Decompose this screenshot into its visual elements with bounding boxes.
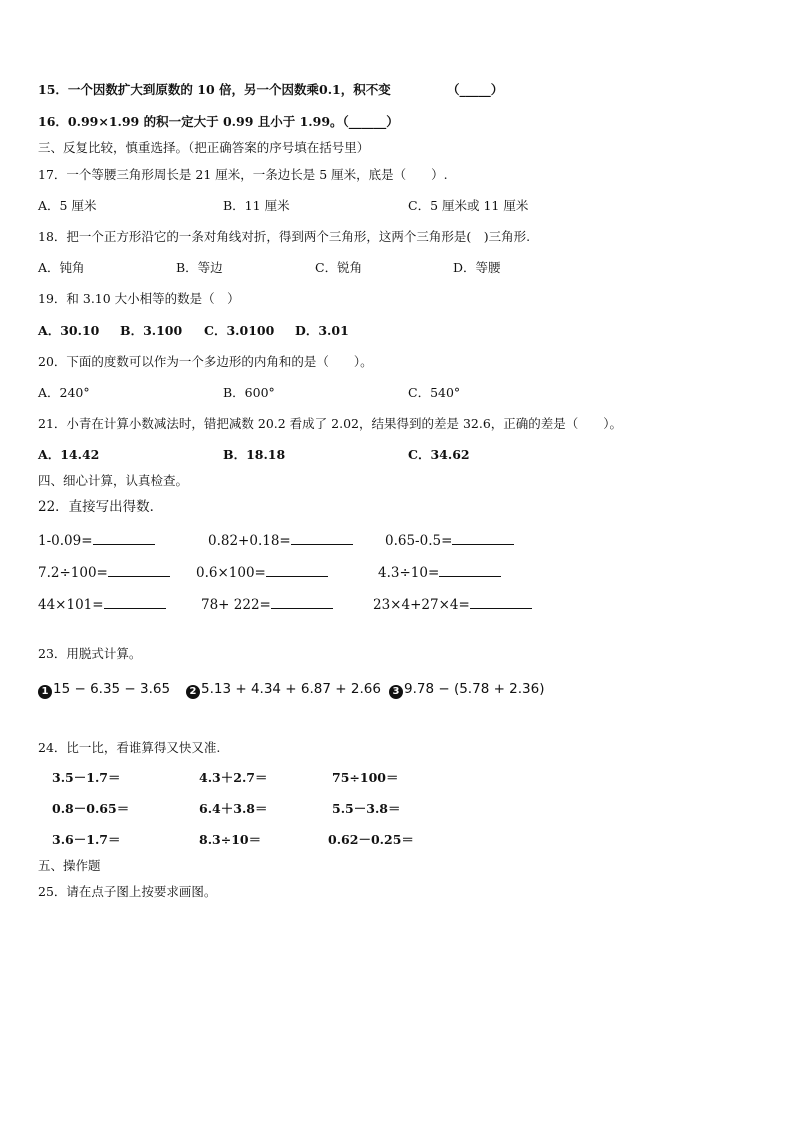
- q22-item: 0.82+0.18=: [208, 531, 353, 550]
- q22-item: 7.2÷100=: [38, 563, 170, 582]
- q17-option-c: C．5 厘米或 11 厘米: [408, 198, 529, 213]
- q21-text: 21．小青在计算小数减法时，错把减数 20.2 看成了 2.02，结果得到的差是 32.6，正确的差是（ ）。: [38, 416, 623, 431]
- q19-option-c: C．3.0100: [204, 323, 275, 338]
- q21-option-a: A．14.42: [38, 447, 100, 462]
- answer-blank[interactable]: [439, 563, 501, 577]
- q24-item: 3.6－1.7＝: [52, 832, 121, 847]
- q22-item: 4.3÷10=: [378, 563, 501, 582]
- q15-answer-paren: （_____）: [447, 82, 504, 97]
- q22-item: 78+ 222=: [201, 595, 333, 614]
- q18-option-c: C．锐角: [315, 260, 363, 275]
- q19-option-d: D．3.01: [295, 323, 349, 338]
- q20-option-b: B．600°: [223, 385, 275, 400]
- q23-item-2: 2 5.13 + 4.34 + 6.87 + 2.66: [186, 680, 381, 699]
- answer-blank[interactable]: [470, 595, 532, 609]
- q20-option-c: C．540°: [408, 385, 461, 400]
- q19-text: 19．和 3.10 大小相等的数是（ ）: [38, 291, 240, 306]
- q24-item: 0.8－0.65＝: [52, 801, 130, 816]
- q22-item: 1-0.09=: [38, 531, 155, 550]
- q20-text: 20．下面的度数可以作为一个多边形的内角和的是（ ）。: [38, 354, 373, 369]
- q18-option-d: D．等腰: [453, 260, 501, 275]
- q24-item: 4.3＋2.7＝: [199, 770, 268, 785]
- q22-item: 0.65-0.5=: [385, 531, 514, 550]
- q23-text: 23．用脱式计算。: [38, 646, 142, 661]
- q18-option-a: A．钝角: [38, 260, 85, 275]
- q24-item: 3.5－1.7＝: [52, 770, 121, 785]
- answer-blank[interactable]: [271, 595, 333, 609]
- q22-item: 0.6×100=: [196, 563, 328, 582]
- section-3-title: 三、反复比较，慎重选择。（把正确答案的序号填在括号里）: [38, 140, 370, 155]
- answer-blank[interactable]: [108, 563, 170, 577]
- q17-option-a: A．5 厘米: [38, 198, 97, 213]
- question-25: 25．请在点子图上按要求画图。: [38, 884, 217, 899]
- question-16: 16．0.99×1.99 的积一定大于 0.99 且小于 1.99。（______）: [38, 114, 399, 129]
- q24-item: 5.5－3.8＝: [332, 801, 401, 816]
- section-5-title: 五、操作题: [38, 858, 101, 873]
- circled-number: 1: [38, 685, 52, 699]
- q24-item: 8.3÷10＝: [199, 832, 262, 847]
- answer-blank[interactable]: [104, 595, 166, 609]
- section-4-title: 四、细心计算，认真检查。: [38, 473, 189, 488]
- q24-item: 0.62－0.25＝: [328, 832, 414, 847]
- q21-option-b: B．18.18: [223, 447, 286, 462]
- q17-option-b: B．11 厘米: [223, 198, 290, 213]
- q19-option-a: A．30.10: [38, 323, 100, 338]
- q19-option-b: B．3.100: [120, 323, 183, 338]
- q23-item-3: 3 9.78 − (5.78 + 2.36): [389, 680, 545, 699]
- circled-number: 2: [186, 685, 200, 699]
- q18-text: 18．把一个正方形沿它的一条对角线对折，得到两个三角形，这两个三角形是( )三角形.: [38, 229, 531, 244]
- q24-text: 24．比一比，看谁算得又快又准.: [38, 740, 221, 755]
- q22-item: 44×101=: [38, 595, 166, 614]
- q23-item-1: 1 15 − 6.35 − 3.65: [38, 680, 170, 699]
- q24-item: 6.4＋3.8＝: [199, 801, 268, 816]
- q22-item: 23×4+27×4=: [373, 595, 532, 614]
- q24-item: 75÷100＝: [332, 770, 399, 785]
- answer-blank[interactable]: [452, 531, 514, 545]
- answer-blank[interactable]: [291, 531, 353, 545]
- q15-text: 15．一个因数扩大到原数的 10 倍，另一个因数乘0.1，积不变: [38, 82, 391, 97]
- answer-blank[interactable]: [266, 563, 328, 577]
- q18-option-b: B．等边: [176, 260, 223, 275]
- q20-option-a: A．240°: [38, 385, 90, 400]
- q22-text: 22．直接写出得数．: [38, 499, 164, 515]
- q21-option-c: C．34.62: [408, 447, 470, 462]
- circled-number: 3: [389, 685, 403, 699]
- q17-text: 17．一个等腰三角形周长是 21 厘米，一条边长是 5 厘米，底是（ ）.: [38, 167, 448, 182]
- answer-blank[interactable]: [93, 531, 155, 545]
